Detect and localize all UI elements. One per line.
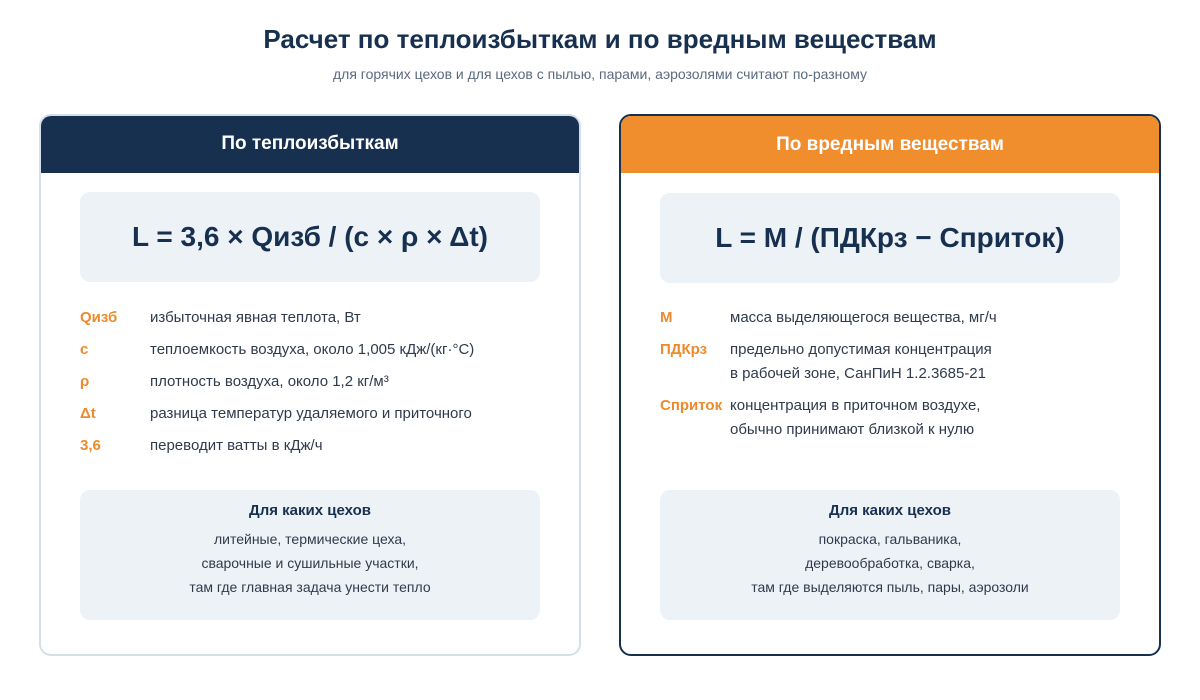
definition-symbol: Сприток bbox=[660, 397, 723, 414]
usage-line: там где главная задача унести тепло bbox=[189, 579, 431, 595]
definition-row bbox=[660, 306, 1130, 330]
heat-definitions bbox=[80, 306, 550, 466]
heat-formula: L = 3,6 × Qизб / (c × ρ × Δt) bbox=[80, 192, 540, 282]
page-title: Расчет по теплоизбыткам и по вредным веществам bbox=[263, 24, 937, 54]
usage-line: литейные, термические цеха, bbox=[213, 531, 407, 547]
definition-text: масса выделяющегося вещества, мг/ч bbox=[730, 309, 997, 326]
definition-text: концентрация в приточном воздухе, обычно принимают близкой к нулю bbox=[730, 397, 981, 438]
harmful-formula: L = M / (ПДКрз − Сприток) bbox=[660, 193, 1120, 283]
definition-symbol: M bbox=[660, 309, 673, 326]
heat-card-header: По теплоизбыткам bbox=[39, 114, 581, 173]
definition-row bbox=[660, 394, 1130, 442]
definition-text: переводит ватты в кДж/ч bbox=[150, 437, 323, 454]
harmful-usage-box bbox=[660, 490, 1120, 620]
definition-row bbox=[80, 370, 550, 394]
definition-text: избыточная явная теплота, Вт bbox=[150, 309, 361, 326]
definition-text: плотность воздуха, около 1,2 кг/м³ bbox=[150, 373, 389, 390]
harmful-card-header: По вредным веществам bbox=[621, 116, 1159, 173]
definition-symbol: ρ bbox=[80, 373, 90, 390]
definition-symbol: Δt bbox=[80, 405, 96, 422]
usage-title: Для каких цехов bbox=[829, 502, 951, 519]
definition-text: разница температур удаляемого и приточного bbox=[150, 405, 472, 422]
usage-line: деревообработка, сварка, bbox=[805, 555, 975, 571]
heat-usage-box bbox=[80, 490, 540, 620]
definition-row bbox=[80, 402, 550, 426]
definition-row bbox=[80, 338, 550, 362]
definition-text: теплоемкость воздуха, около 1,005 кДж/(кг·°C) bbox=[150, 341, 475, 358]
usage-title: Для каких цехов bbox=[249, 502, 371, 519]
harmful-card bbox=[619, 114, 1161, 656]
usage-line: покраска, гальваника, bbox=[818, 531, 962, 547]
usage-line: сварочные и сушильные участки, bbox=[201, 555, 419, 571]
definition-row bbox=[660, 338, 1130, 386]
definition-symbol: c bbox=[80, 341, 89, 358]
page-subtitle: для горячих цехов и для цехов с пылью, парами, аэрозолями считают по-разному bbox=[333, 66, 867, 82]
definition-row bbox=[80, 434, 550, 458]
definition-symbol: Qизб bbox=[80, 309, 118, 326]
harmful-definitions bbox=[660, 306, 1130, 450]
usage-line: там где выделяются пыль, пары, аэрозоли bbox=[751, 579, 1029, 595]
definition-row bbox=[80, 306, 550, 330]
definition-text: предельно допустимая концентрация в рабочей зоне, СанПиН 1.2.3685-21 bbox=[730, 341, 992, 382]
heat-card bbox=[39, 114, 581, 656]
definition-symbol: 3,6 bbox=[80, 437, 101, 454]
definition-symbol: ПДКрз bbox=[660, 341, 708, 358]
